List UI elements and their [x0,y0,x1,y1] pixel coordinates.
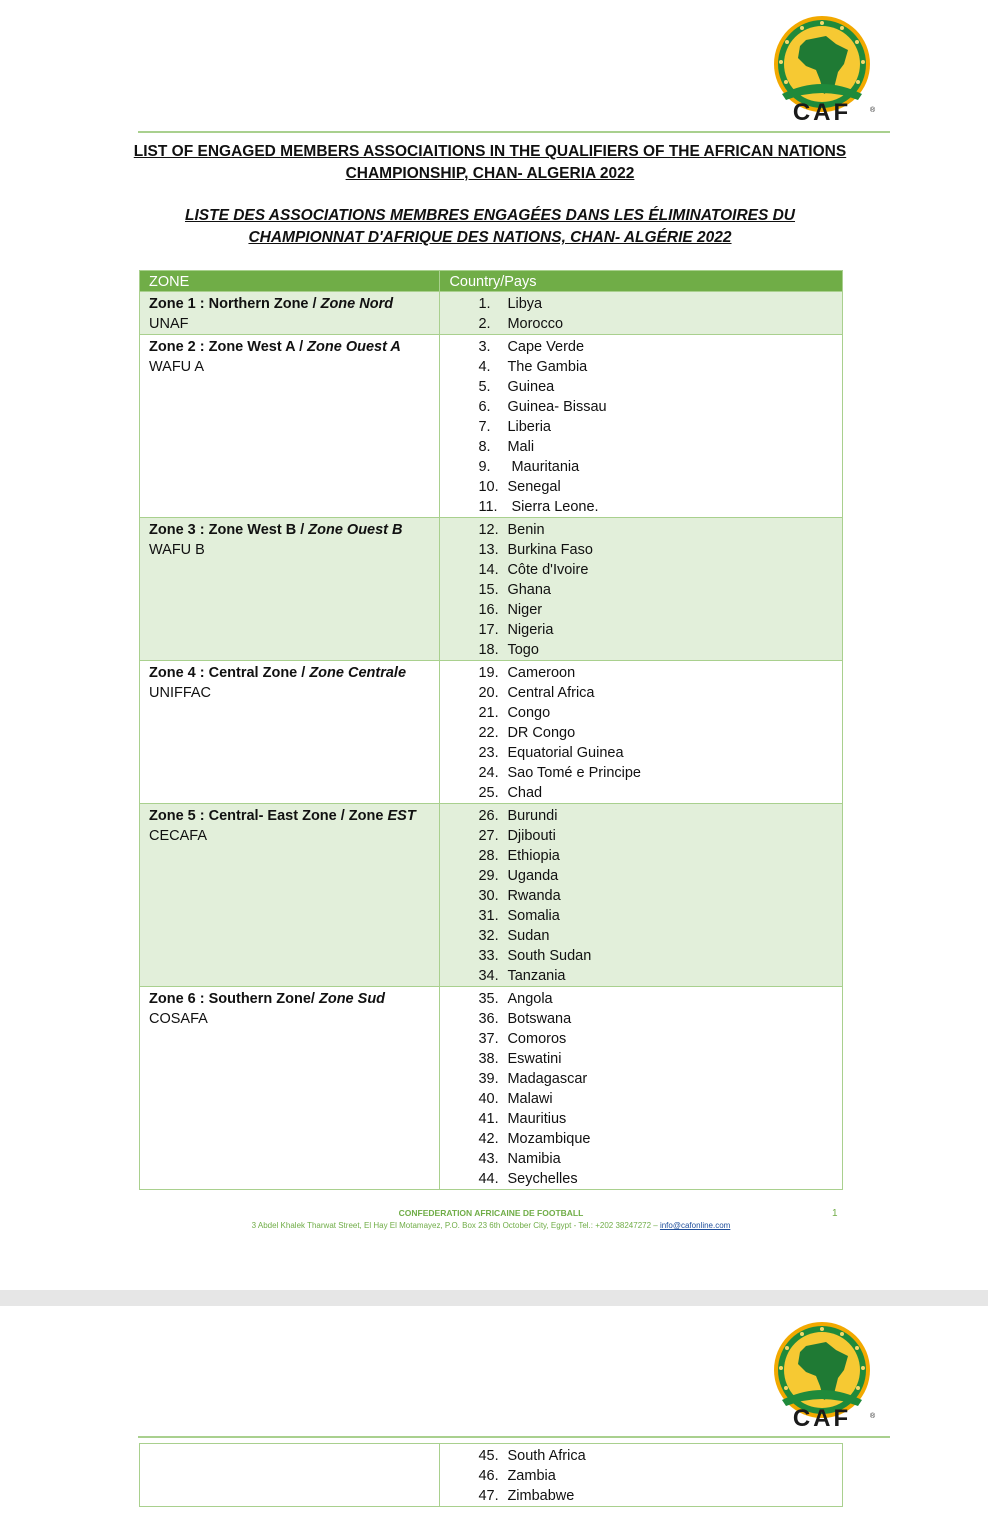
zone-label-french: EST [387,808,416,824]
document-page-2 [0,1306,988,1514]
country-number: 47. [478,1488,499,1504]
country-number: 7. [478,419,491,435]
country-name: Côte d'Ivoire [507,562,589,578]
country-number: 29. [478,868,499,884]
country-number: 27. [478,828,499,844]
country-name: Tanzania [507,968,566,984]
table-header-row [140,271,843,292]
zone-name [149,294,430,314]
country-number: 30. [478,888,499,904]
table-row [140,661,843,804]
table-row [140,292,843,335]
country-cell [440,804,843,987]
country-name: Comoros [507,1031,567,1047]
list-item [478,437,833,457]
footer-address-text: 3 Abdel Khalek Tharwat Street, El Hay El Motamayez, P.O. Box 23 6th October City, Egypt - Tel.: +202 38247272 – [251,1221,660,1230]
list-item [478,1049,833,1069]
country-cell [440,292,843,335]
country-number: 12. [478,522,499,538]
zone-cell [140,987,440,1190]
country-name: Mauritania [507,459,580,475]
country-name: Morocco [507,316,564,332]
country-name: Somalia [507,908,560,924]
list-item [478,1446,833,1466]
caf-logo-text: CAF [792,99,852,126]
list-item [478,1129,833,1149]
country-name: Namibia [507,1151,561,1167]
header-country: Country/Pays [440,271,843,292]
country-number: 44. [478,1171,499,1187]
list-item [478,580,833,600]
country-name: Seychelles [507,1171,578,1187]
list-item [478,600,833,620]
footer-email-link[interactable]: info@cafonline.com [659,1221,731,1230]
list-item [478,1486,833,1506]
header-rule [138,1436,890,1438]
country-name: Zambia [507,1468,556,1484]
country-name: South Africa [507,1448,586,1464]
table-row [140,804,843,987]
country-number: 40. [478,1091,499,1107]
list-item [478,640,833,660]
country-list [449,806,833,986]
footer-address [176,1221,806,1230]
country-list [449,663,833,803]
country-list [449,294,833,334]
page-separator [0,1290,988,1306]
country-number: 45. [478,1448,499,1464]
zone-label: Zone 3 : Zone West B / [149,522,309,538]
country-number: 32. [478,928,499,944]
country-cell [440,661,843,804]
list-item [478,1089,833,1109]
list-item [478,846,833,866]
country-number: 21. [478,705,499,721]
country-list [449,1446,833,1506]
country-number: 25. [478,785,499,801]
country-name: Guinea [507,379,555,395]
list-item [478,989,833,1009]
header-zone: ZONE [140,271,440,292]
zone-association: UNAF [149,316,189,332]
country-number: 18. [478,642,499,658]
list-item [478,806,833,826]
country-name: Eswatini [507,1051,562,1067]
country-name: Burkina Faso [507,542,593,558]
list-item [478,826,833,846]
country-list [449,337,833,517]
list-item [478,520,833,540]
list-item [478,457,833,477]
zone-cell [140,804,440,987]
list-item [478,540,833,560]
country-number: 36. [478,1011,499,1027]
continuation-table [139,1443,843,1507]
country-number: 28. [478,848,499,864]
country-number: 5. [478,379,491,395]
zone-label: Zone 2 : Zone West A / [149,339,308,355]
country-cell [440,1444,843,1507]
country-name: Nigeria [507,622,554,638]
country-number: 35. [478,991,499,1007]
list-item [478,620,833,640]
country-name: Angola [507,991,553,1007]
list-item [478,886,833,906]
zone-name [149,989,430,1009]
country-number: 11. [478,499,498,515]
country-number: 16. [478,602,499,618]
zone-association: CECAFA [149,828,208,844]
zone-cell [140,335,440,518]
list-item [478,966,833,986]
country-list [449,520,833,660]
list-item [478,1169,833,1189]
country-number: 33. [478,948,499,964]
list-item [478,1466,833,1486]
list-item [478,497,833,517]
list-item [478,783,833,803]
country-name: Cameroon [507,665,576,681]
country-name: Central Africa [507,685,595,701]
zone-label-french: Zone Ouest B [308,522,403,538]
country-name: Mauritius [507,1111,567,1127]
country-name: Guinea- Bissau [507,399,607,415]
country-name: Malawi [507,1091,553,1107]
list-item [478,294,833,314]
zone-label-french: Zone Centrale [309,665,407,681]
svg-text:®: ® [870,1413,876,1420]
list-item [478,946,833,966]
list-item [478,906,833,926]
table-row [140,335,843,518]
country-name: Uganda [507,868,559,884]
country-number: 39. [478,1071,499,1087]
list-item [478,560,833,580]
svg-text:®: ® [870,107,876,114]
table-row [140,1444,843,1507]
country-name: Chad [507,785,543,801]
zone-cell [140,661,440,804]
footer-organization: CONFEDERATION AFRICAINE DE FOOTBALL [398,1208,584,1218]
country-name: Libya [507,296,543,312]
country-name: Congo [507,705,551,721]
zone-association: WAFU B [149,542,205,558]
country-number: 1. [478,296,491,312]
title-french: LISTE DES ASSOCIATIONS MEMBRES ENGAGÉES DANS LES ÉLIMINATOIRES DU CHAMPIONNAT D'AFRIQUE DES NATIONS, CHAN- ALGÉRIE 2022 [184,207,796,246]
country-name: Rwanda [507,888,561,904]
header-rule [138,131,890,133]
country-number: 10. [478,479,499,495]
country-number: 17. [478,622,499,638]
zone-name [149,337,430,357]
country-name: Mozambique [507,1131,591,1147]
country-name: Niger [507,602,543,618]
country-number: 46. [478,1468,499,1484]
country-number: 2. [478,316,491,332]
country-number: 22. [478,725,499,741]
country-number: 15. [478,582,499,598]
country-name: Cape Verde [507,339,585,355]
zone-label: Zone 1 : Northern Zone / [149,296,321,312]
list-item [478,417,833,437]
country-name: Senegal [507,479,561,495]
country-name: Botswana [507,1011,572,1027]
list-item [478,926,833,946]
list-item [478,1069,833,1089]
country-name: Togo [507,642,539,658]
country-name: Sierra Leone. [507,499,599,515]
zone-label: Zone 6 : Southern Zone/ [149,991,319,1007]
list-item [478,743,833,763]
table-row [140,518,843,661]
country-number: 20. [478,685,499,701]
caf-logo-text: CAF [792,1405,852,1432]
country-number: 13. [478,542,499,558]
page-number: 1 [832,1208,838,1219]
country-number: 9. [478,459,491,475]
list-item [478,337,833,357]
country-name: Madagascar [507,1071,588,1087]
list-item [478,763,833,783]
list-item [478,1029,833,1049]
list-item [478,1149,833,1169]
country-name: Sao Tomé e Principe [507,765,641,781]
country-name: Sudan [507,928,550,944]
zones-table [139,270,843,1190]
list-item [478,703,833,723]
zone-association: WAFU A [149,359,205,375]
list-item [478,1109,833,1129]
country-name: Djibouti [507,828,556,844]
zone-name [149,520,430,540]
country-name: Benin [507,522,545,538]
country-name: Mali [507,439,535,455]
list-item [478,1009,833,1029]
country-name: Equatorial Guinea [507,745,624,761]
zone-cell-empty [140,1444,440,1507]
country-cell [440,335,843,518]
country-name: The Gambia [507,359,588,375]
list-item [478,377,833,397]
country-name: Liberia [507,419,551,435]
caf-logo [762,1320,882,1432]
country-number: 26. [478,808,499,824]
list-item [478,866,833,886]
country-number: 14. [478,562,499,578]
title-english: LIST OF ENGAGED MEMBERS ASSOCIAITIONS IN THE QUALIFIERS OF THE AFRICAN NATIONS CHAMPIONSHIP, CHAN- ALGERIA 2022 [133,143,847,182]
list-item [478,397,833,417]
country-cell [440,518,843,661]
country-number: 42. [478,1131,499,1147]
list-item [478,723,833,743]
country-number: 34. [478,968,499,984]
zone-name [149,663,430,683]
country-number: 31. [478,908,499,924]
zone-cell [140,518,440,661]
zone-label-french: Zone Sud [318,991,386,1007]
country-number: 6. [478,399,491,415]
zones-table-body [140,292,843,1190]
list-item [478,314,833,334]
country-name: South Sudan [507,948,592,964]
caf-logo [762,14,882,126]
zone-label-french: Zone Nord [320,296,394,312]
table-row [140,987,843,1190]
country-number: 38. [478,1051,499,1067]
list-item [478,477,833,497]
country-number: 37. [478,1031,499,1047]
zone-label: Zone 4 : Central Zone / [149,665,310,681]
country-number: 43. [478,1151,499,1167]
country-number: 3. [478,339,491,355]
list-item [478,357,833,377]
country-number: 41. [478,1111,499,1127]
zone-association: COSAFA [149,1011,208,1027]
zone-label: Zone 5 : Central- East Zone / Zone [149,808,388,824]
list-item [478,663,833,683]
country-name: Ethiopia [507,848,560,864]
country-number: 23. [478,745,499,761]
country-name: Burundi [507,808,558,824]
country-number: 8. [478,439,491,455]
country-list [449,989,833,1189]
list-item [478,683,833,703]
country-number: 24. [478,765,499,781]
country-number: 19. [478,665,499,681]
country-number: 4. [478,359,491,375]
country-name: Zimbabwe [507,1488,575,1504]
zone-name [149,806,430,826]
zone-cell [140,292,440,335]
zone-association: UNIFFAC [149,685,212,701]
zone-label-french: Zone Ouest A [307,339,401,355]
country-name: DR Congo [507,725,576,741]
country-name: Ghana [507,582,551,598]
country-cell [440,987,843,1190]
